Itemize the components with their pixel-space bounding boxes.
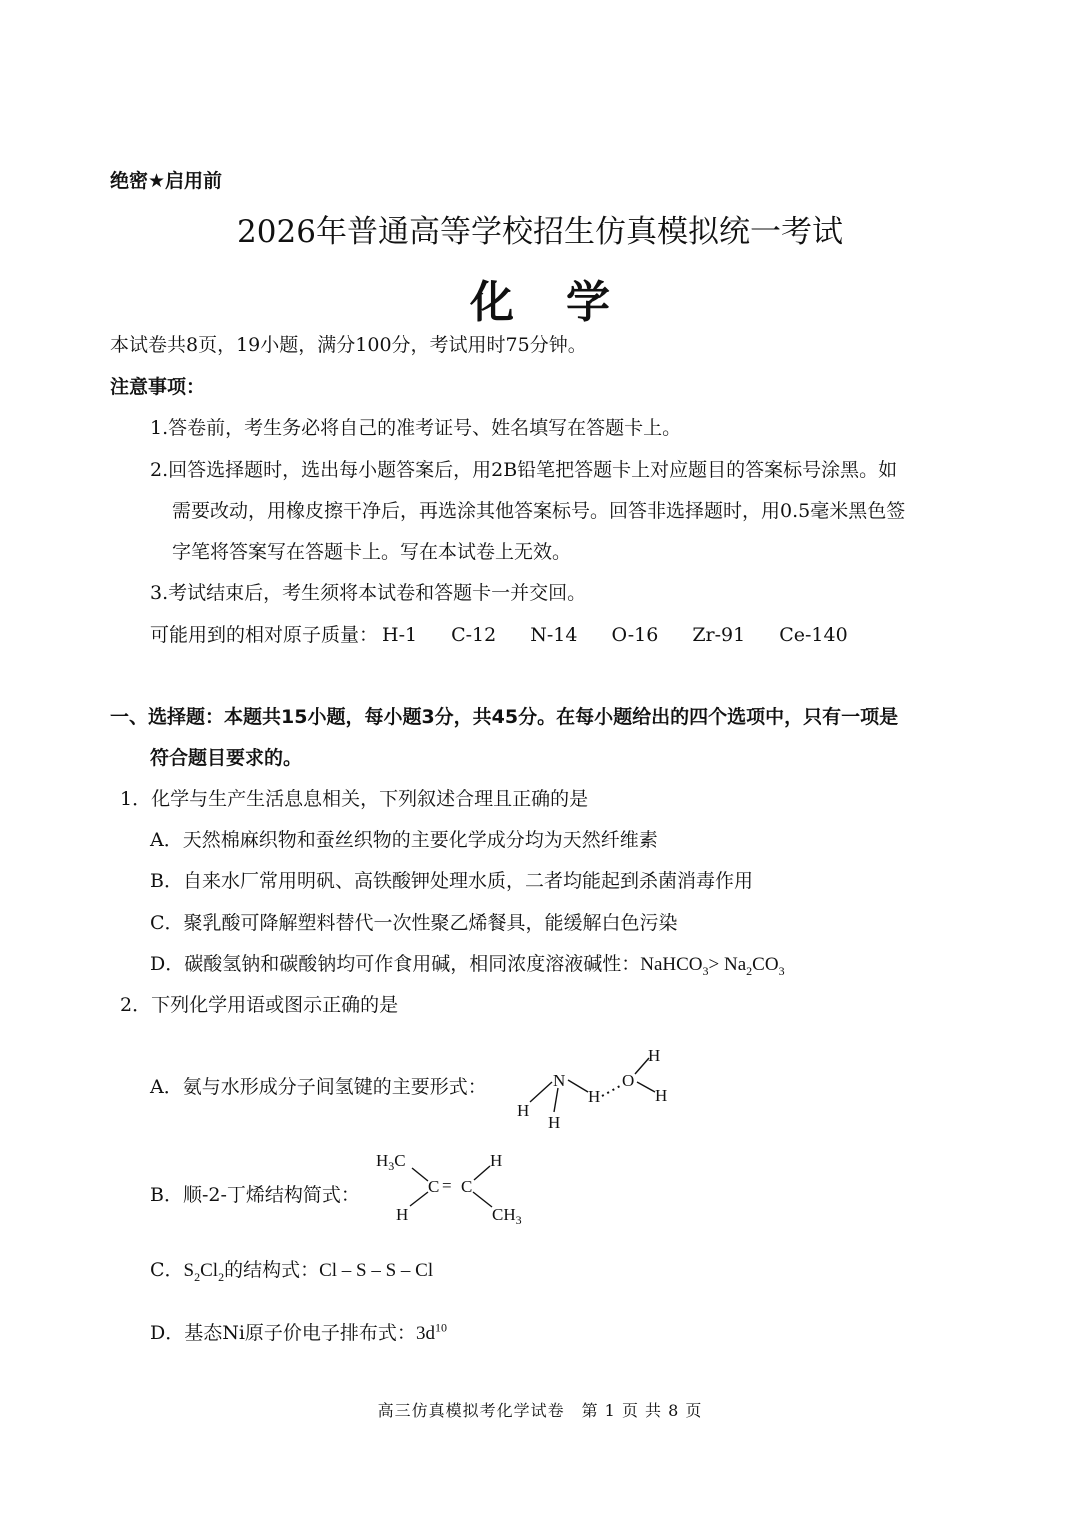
atom-n: N xyxy=(553,1071,566,1090)
exam-intro: 本试卷共8页，19小题，满分100分，考试用时75分钟。 xyxy=(110,334,587,356)
atom-h-top-right: H xyxy=(490,1151,503,1170)
s2cl2-structure: Cl – S – S – Cl xyxy=(319,1260,434,1281)
atom-h-bridge: H xyxy=(588,1087,601,1106)
atom-h-left: H xyxy=(517,1101,530,1120)
atomic-masses xyxy=(150,620,882,647)
atom-h-o-right: H xyxy=(655,1086,668,1105)
formula-nahco3: NaHCO$_3$> $Na_2CO_3$ xyxy=(640,954,785,978)
q1-option-d-text: D．碳酸氢钠和碳酸钠均可作食用碱，相同浓度溶液碱性： xyxy=(150,953,641,975)
mass-zr: Zr-91 xyxy=(692,624,746,646)
ch3-sub-right: 3 xyxy=(515,1213,522,1227)
q2-option-d-text: D．基态Ni原子价电子排布式： xyxy=(150,1322,416,1344)
subject-title: 化学 xyxy=(470,277,662,328)
q1-option-a: A．天然棉麻织物和蚕丝织物的主要化学成分均为天然纤维素 xyxy=(150,829,658,851)
q1-option-b: B．自来水厂常用明矾、高铁酸钾处理水质，二者均能起到杀菌消毒作用 xyxy=(150,870,753,892)
notice-item-1: 1.答卷前，考生务必将自己的准考证号、姓名填写在答题卡上。 xyxy=(150,417,682,439)
q1-option-c: C．聚乳酸可降解塑料替代一次性聚乙烯餐具，能缓解白色污染 xyxy=(150,912,678,934)
confidential-label: 绝密★启用前 xyxy=(110,170,223,192)
ni-electron-config: $3d^{10}$ xyxy=(415,1320,447,1344)
q1-option-d xyxy=(150,949,785,979)
q2-option-b: B．顺-2-丁烯结构简式： xyxy=(150,1184,360,1206)
ammonia-water-hbond-diagram xyxy=(512,1044,682,1134)
exam-title: 2026年普通高等学校招生仿真模拟统一考试 xyxy=(237,214,843,250)
formula-s2cl2: $S_2Cl_2$ xyxy=(183,1260,225,1284)
q2-option-d xyxy=(150,1318,447,1345)
section-1-heading-line-1: 一、选择题：本题共15小题，每小题3分，共45分。在每小题给出的四个选项中，只有一项是 xyxy=(110,706,899,728)
ch3-h: H xyxy=(376,1151,389,1170)
mass-c: C-12 xyxy=(451,624,497,646)
notice-item-2-line-3: 字笔将答案写在答题卡上。写在本试卷上无效。 xyxy=(172,541,572,563)
atom-c1: C xyxy=(428,1177,440,1196)
q2-option-c-text: 的结构式： xyxy=(224,1259,320,1281)
notice-item-3: 3.考试结束后，考生须将本试卷和答题卡一并交回。 xyxy=(150,582,587,604)
masses-label: 可能用到的相对原子质量： xyxy=(150,624,379,646)
notice-item-2-line-1: 2.回答选择题时，选出每小题答案后，用2B铅笔把答题卡上对应题目的答案标号涂黑。如 xyxy=(150,459,898,481)
cis-2-butene-structure xyxy=(372,1144,542,1232)
double-bond: = xyxy=(442,1176,452,1195)
atom-h-bottom-left: H xyxy=(396,1205,409,1224)
notice-heading: 注意事项： xyxy=(110,376,206,398)
mass-h: H-1 xyxy=(382,624,418,646)
q2-option-a: A．氨与水形成分子间氢键的主要形式： xyxy=(150,1076,487,1098)
svg-text:CH3 xyxy=(492,1205,522,1227)
atom-h-bottom: H xyxy=(548,1113,561,1132)
mass-n: N-14 xyxy=(530,624,578,646)
mass-ce: Ce-140 xyxy=(779,624,848,646)
ch3-sub-left: 3 xyxy=(388,1159,395,1173)
atom-h-o-top: H xyxy=(648,1046,661,1065)
ch-label: CH xyxy=(492,1205,516,1224)
notice-item-2-line-2: 需要改动，用橡皮擦干净后，再选涂其他答案标号。回答非选择题时，用0.5毫米黑色签 xyxy=(172,500,906,522)
section-1-heading-line-2: 符合题目要求的。 xyxy=(150,747,303,769)
q2-option-c xyxy=(150,1255,433,1285)
q2-stem: 2．下列化学用语或图示正确的是 xyxy=(120,994,399,1016)
ch3-c: C xyxy=(394,1151,406,1170)
atom-o: O xyxy=(622,1071,635,1090)
q1-stem: 1．化学与生产生活息息相关，下列叙述合理且正确的是 xyxy=(120,788,589,810)
page-footer: 高三仿真模拟考化学试卷 第 1 页 共 8 页 xyxy=(377,1401,703,1420)
mass-o: O-16 xyxy=(611,624,659,646)
svg-text:H3C xyxy=(376,1151,406,1173)
atom-c2: C xyxy=(461,1177,473,1196)
q2-option-c-prefix: C． xyxy=(150,1259,184,1281)
